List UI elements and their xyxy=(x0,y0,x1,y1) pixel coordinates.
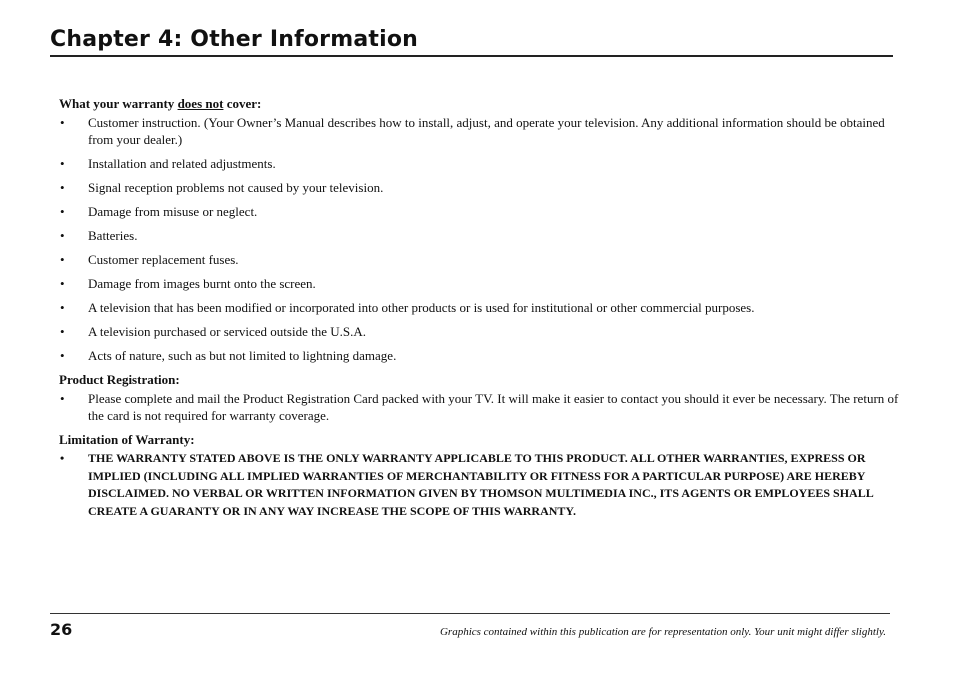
list-item-text: Installation and related adjustments. xyxy=(88,156,276,171)
footer-disclaimer: Graphics contained within this publication are for representation only. Your unit might differ slightly. xyxy=(439,626,886,638)
bullet-icon: • xyxy=(60,300,65,315)
list-item xyxy=(59,114,899,148)
list-item-text: A television purchased or serviced outside the U.S.A. xyxy=(88,324,366,339)
list-item-text: Please complete and mail the Product Registration Card packed with your TV. It will make it easier to contact you should it ever be necessary. The return of the card is not required for warranty coverage. xyxy=(88,391,899,423)
bullet-icon: • xyxy=(60,276,65,291)
bullet-icon: • xyxy=(60,324,65,339)
product-registration-list xyxy=(59,390,899,424)
bullet-icon: • xyxy=(60,252,65,267)
list-item-text: Batteries. xyxy=(88,228,138,243)
list-item xyxy=(59,227,899,244)
list-item-text: THE WARRANTY STATED ABOVE IS THE ONLY WARRANTY APPLICABLE TO THIS PRODUCT. ALL OTHER WARRANTIES, EXPRESS OR IMPLIED (INCLUDING ALL IMPLIED WARRANTIES OF MERCHANTABILITY OR FITNESS FOR A PARTICULAR PURPOSE) ARE HEREBY DISCLAIMED. NO VERBAL OR WRITTEN INFORMATION GIVEN BY THOMSON MULTIMEDIA INC., ITS AGENTS OR EMPLOYEES SHALL CREATE A GUARANTY OR IN ANY WAY INCREASE THE SCOPE OF THIS WARRANTY. xyxy=(88,451,874,518)
chapter-title: Chapter 4: Other Information xyxy=(50,27,419,52)
list-item xyxy=(59,203,899,220)
list-item-text: Customer instruction. (Your Owner’s Manual describes how to install, adjust, and operate your television. Any additional information should be obtained from your dealer.) xyxy=(88,115,885,147)
warranty-exclusions-list xyxy=(59,114,899,364)
list-item-text: Damage from images burnt onto the screen. xyxy=(88,276,316,291)
list-item xyxy=(59,275,899,292)
bullet-icon: • xyxy=(60,115,65,130)
bullet-icon: • xyxy=(60,156,65,171)
list-item xyxy=(59,390,899,424)
product-registration-heading: Product Registration: xyxy=(59,372,180,387)
page-content xyxy=(59,95,899,527)
list-item-text: Signal reception problems not caused by your television. xyxy=(88,180,384,195)
heading-emphasis: does not xyxy=(177,96,224,111)
list-item xyxy=(59,450,899,520)
bullet-icon: • xyxy=(60,451,65,465)
heading-prefix: What your warranty xyxy=(59,96,178,111)
list-item-text: Customer replacement fuses. xyxy=(88,252,239,267)
list-item-text: Acts of nature, such as but not limited to lightning damage. xyxy=(88,348,397,363)
bullet-icon: • xyxy=(60,391,65,406)
page-number: 26 xyxy=(50,620,73,639)
bullet-icon: • xyxy=(60,348,65,363)
list-item xyxy=(59,323,899,340)
limitation-of-warranty-list xyxy=(59,450,899,520)
list-item-text: Damage from misuse or neglect. xyxy=(88,204,258,219)
list-item xyxy=(59,299,899,316)
heading-suffix: cover: xyxy=(223,96,262,111)
bullet-icon: • xyxy=(60,180,65,195)
title-rule xyxy=(50,55,893,57)
list-item xyxy=(59,251,899,268)
footer-rule xyxy=(50,613,890,614)
list-item xyxy=(59,155,899,172)
bullet-icon: • xyxy=(60,204,65,219)
list-item xyxy=(59,179,899,196)
list-item xyxy=(59,347,899,364)
bullet-icon: • xyxy=(60,228,65,243)
limitation-of-warranty-heading: Limitation of Warranty: xyxy=(59,432,195,447)
warranty-exclusions-heading xyxy=(59,95,899,112)
list-item-text: A television that has been modified or incorporated into other products or is used for institutional or other commercial purposes. xyxy=(88,300,755,315)
